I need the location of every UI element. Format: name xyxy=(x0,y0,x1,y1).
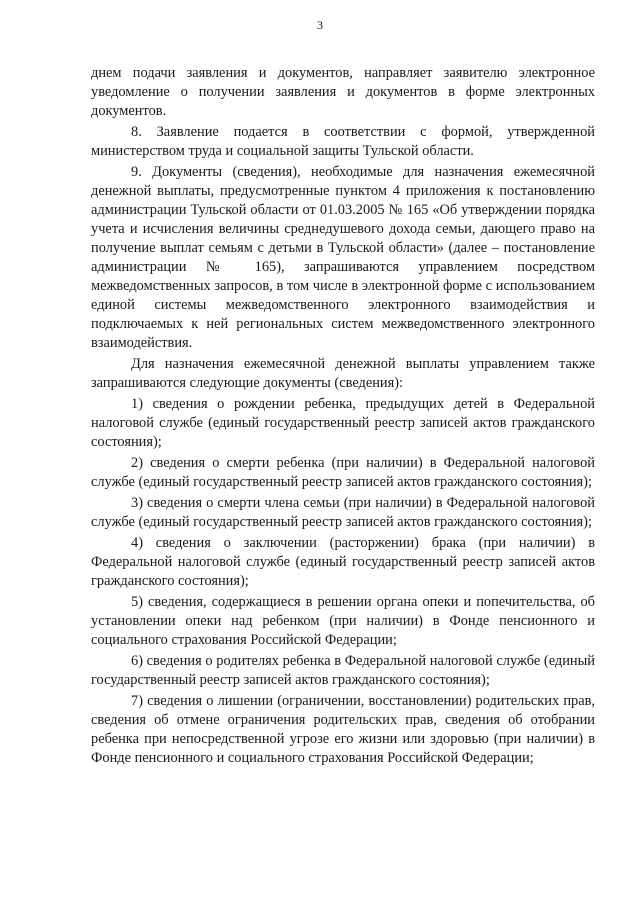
list-item-7: 7) сведения о лишении (ограничении, восстановлении) родительских прав, сведения об отмене ограничения родительских прав, сведения об отобрании ребенка при непосредственной угрозе его жизни или здоровью (при наличии) в Фонде пенсионного и социального страхования Российской Федерации; xyxy=(91,693,595,766)
page-number: 3 xyxy=(317,18,323,32)
list-item-6: 6) сведения о родителях ребенка в Федеральной налоговой службе (единый государственный реестр записей актов гражданского состояния); xyxy=(91,653,595,688)
list-item-5: 5) сведения, содержащиеся в решении органа опеки и попечительства, об установлении опеки над ребенком (при наличии) в Фонде пенсионного и социального страхования Российской Федерации; xyxy=(91,594,595,648)
paragraph-item-9: 9. Документы (сведения), необходимые для назначения ежемесячной денежной выплаты, предусмотренные пунктом 4 приложения к постановлению администрации Тульской области от 01.03.2005 № 165 «Об утверждении порядка учета и исчисления величины среднедушевого дохода семьи, дающего право на получение выплат семьям с детьми в Тульской области» (далее – постановление администрации № 165), запрашиваются управлением посредством межведомственных запросов, в том числе в электронной форме с использованием единой системы межведомственного электронного взаимодействия и подключаемых к ней региональных систем межведомственного электронного взаимодействия. xyxy=(91,164,595,351)
document-body xyxy=(91,64,595,768)
list-item-3: 3) сведения о смерти члена семьи (при наличии) в Федеральной налоговой службе (единый государственный реестр записей актов гражданского состояния); xyxy=(91,495,595,530)
list-item-1: 1) сведения о рождении ребенка, предыдущих детей в Федеральной налоговой службе (единый государственный реестр записей актов гражданского состояния); xyxy=(91,396,595,450)
paragraph-item-8: 8. Заявление подается в соответствии с формой, утвержденной министерством труда и социальной защиты Тульской области. xyxy=(91,124,595,159)
list-item-4: 4) сведения о заключении (расторжении) брака (при наличии) в Федеральной налоговой службе (единый государственный реестр записей актов гражданского состояния); xyxy=(91,535,595,589)
paragraph-continuation: днем подачи заявления и документов, направляет заявителю электронное уведомление о получении заявления и документов в форме электронных документов. xyxy=(91,65,595,119)
paragraph-also-requested: Для назначения ежемесячной денежной выплаты управлением также запрашиваются следующие документы (сведения): xyxy=(91,356,595,391)
list-item-2: 2) сведения о смерти ребенка (при наличии) в Федеральной налоговой службе (единый государственный реестр записей актов гражданского состояния); xyxy=(91,455,595,490)
